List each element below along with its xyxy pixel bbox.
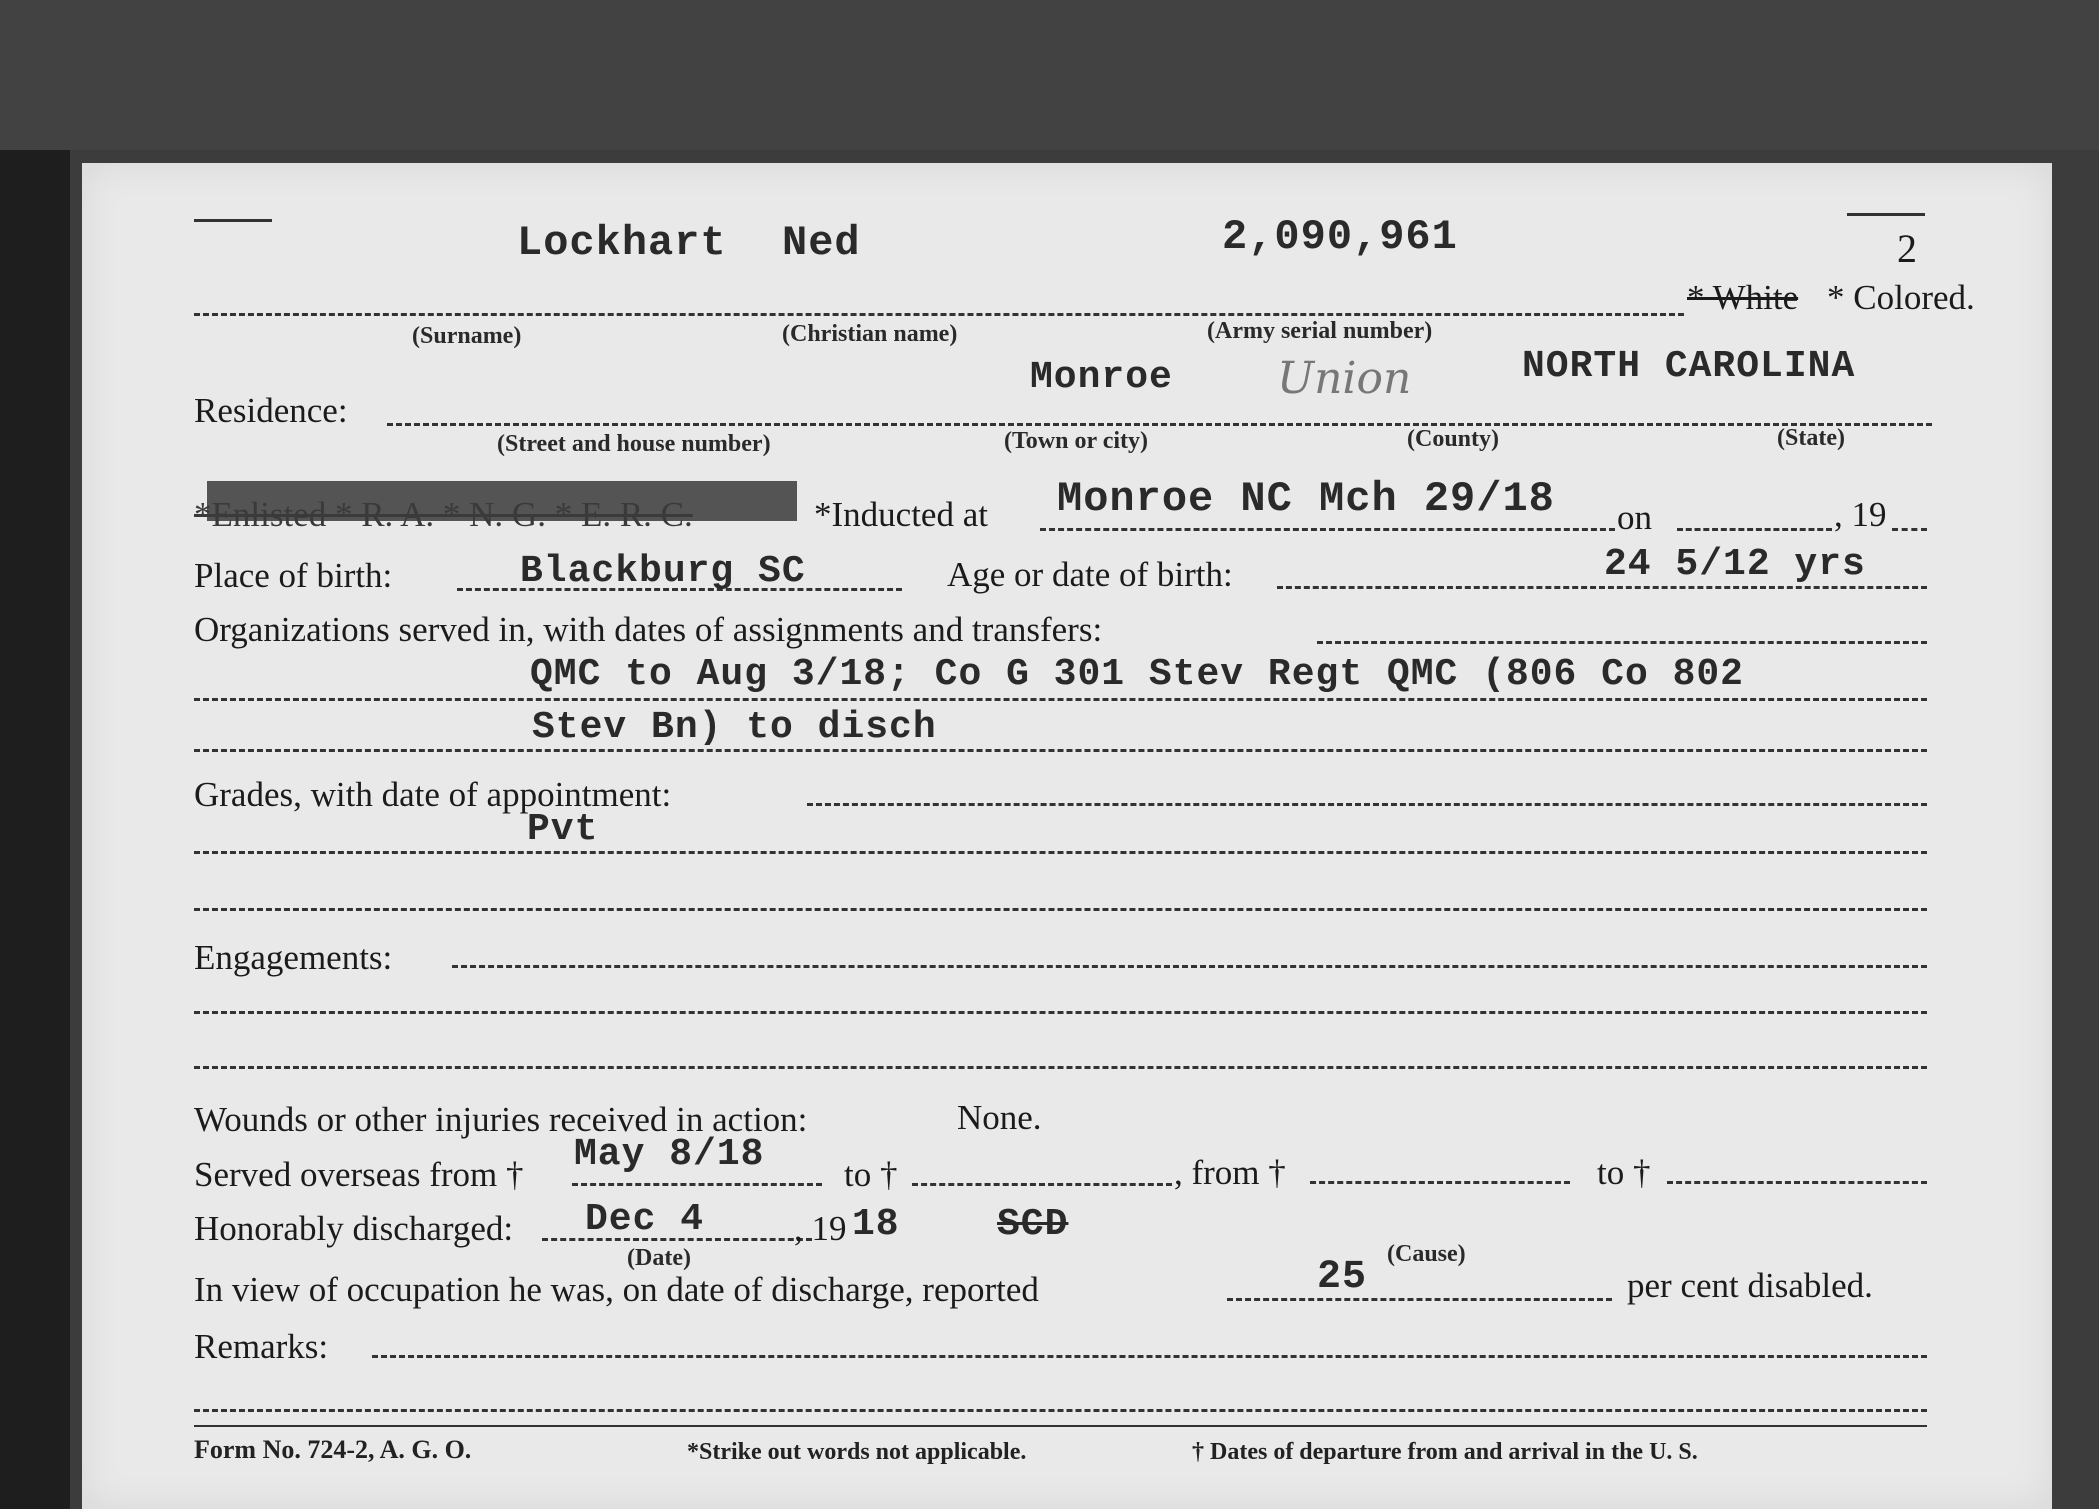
race-colored: * Colored. — [1827, 278, 1975, 317]
discharged-date-value: Dec 4 — [585, 1198, 705, 1241]
place-of-birth-value: Blackburg SC — [520, 550, 806, 593]
residence-county-value: Union — [1277, 353, 1412, 404]
age-label: Age or date of birth: — [947, 555, 1233, 594]
name-line — [194, 313, 1684, 316]
disabled-line — [1227, 1298, 1612, 1301]
overseas-to2-label: to † — [1597, 1153, 1651, 1192]
town-label: (Town or city) — [1004, 428, 1148, 454]
organizations-value-line2: Stev Bn) to disch — [532, 706, 937, 749]
overseas-to2-line — [1667, 1181, 1927, 1184]
residence-state-value: NORTH CAROLINA — [1522, 345, 1856, 388]
organizations-line-1 — [194, 698, 1927, 701]
discharged-cause-value: SCD — [997, 1203, 1069, 1246]
overseas-from-line — [572, 1183, 822, 1186]
residence-line — [387, 423, 1932, 426]
grades-line-2 — [194, 908, 1927, 911]
inducted-date-line — [1677, 528, 1832, 531]
inducted-year-line — [1892, 528, 1927, 531]
background-top — [0, 0, 2099, 150]
surname-label: (Surname) — [412, 323, 522, 349]
footer-strike-note: *Strike out words not applicable. — [687, 1439, 1027, 1465]
wounds-label: Wounds or other injuries received in action: — [194, 1100, 808, 1139]
date-label: (Date) — [627, 1245, 691, 1271]
card-number: 2 — [1897, 226, 1917, 271]
overseas-label: Served overseas from † — [194, 1155, 524, 1194]
cause-label: (Cause) — [1387, 1241, 1466, 1267]
disabled-percent-value: 25 — [1317, 1255, 1368, 1300]
engagements-line-1 — [194, 1011, 1927, 1014]
serial-number-value: 2,090,961 — [1222, 213, 1458, 261]
place-of-birth-label: Place of birth: — [194, 556, 393, 595]
christian-name-label: (Christian name) — [782, 321, 958, 347]
remarks-line-1 — [194, 1409, 1927, 1412]
inducted-year-prefix: , 19 — [1834, 495, 1887, 534]
grades-label: Grades, with date of appointment: — [194, 775, 672, 814]
organizations-line-2 — [194, 749, 1927, 752]
discharged-label: Honorably discharged: — [194, 1209, 514, 1248]
overseas-to-line — [912, 1183, 1172, 1186]
organizations-line-0 — [1317, 641, 1927, 644]
discharged-year-value: 18 — [852, 1203, 900, 1246]
remarks-label: Remarks: — [194, 1327, 329, 1366]
footer-rule — [194, 1425, 1927, 1427]
county-label: (County) — [1407, 426, 1500, 452]
overseas-from-value: May 8/18 — [574, 1133, 765, 1176]
age-line — [1277, 586, 1927, 589]
background-left — [0, 0, 70, 1509]
footer-dates-note: † Dates of departure from and arrival in the U. S. — [1192, 1439, 1698, 1465]
footer-form-number: Form No. 724-2, A. G. O. — [194, 1435, 472, 1464]
organizations-value-line1: QMC to Aug 3/18; Co G 301 Stev Regt QMC (806 Co 802 — [530, 653, 1744, 696]
grades-value: Pvt — [527, 808, 599, 851]
occupation-label: In view of occupation he was, on date of discharge, reported — [194, 1270, 1039, 1309]
serial-number-label: (Army serial number) — [1207, 318, 1433, 344]
remarks-line-0 — [372, 1355, 1927, 1358]
corner-mark-left — [194, 219, 272, 222]
overseas-to-label: to † — [844, 1155, 898, 1194]
race-white: * White — [1687, 278, 1799, 317]
christian-name-value: Ned — [782, 219, 861, 267]
overseas-from2-line — [1310, 1181, 1570, 1184]
service-record-card — [82, 163, 2052, 1509]
surname-value: Lockhart — [517, 219, 727, 267]
overseas-from2-label: , from † — [1174, 1153, 1286, 1192]
grades-line-1 — [194, 851, 1927, 854]
wounds-value: None. — [957, 1098, 1042, 1137]
street-label: (Street and house number) — [497, 431, 771, 457]
inducted-on-label: on — [1617, 498, 1652, 537]
engagements-line-2 — [194, 1066, 1927, 1069]
grades-line-0 — [807, 803, 1927, 806]
age-value: 24 5/12 yrs — [1604, 543, 1866, 586]
enlisted-options: *Enlisted * R. A. * N. G. * E. R. C. — [194, 495, 693, 534]
inducted-value: Monroe NC Mch 29/18 — [1057, 475, 1555, 523]
state-label: (State) — [1777, 425, 1845, 451]
disabled-suffix: per cent disabled. — [1627, 1266, 1873, 1305]
engagements-label: Engagements: — [194, 938, 393, 977]
corner-mark-right — [1847, 213, 1925, 216]
engagements-line-0 — [452, 965, 1927, 968]
inducted-line — [1040, 528, 1615, 531]
discharged-year-prefix: , 19 — [794, 1209, 847, 1248]
residence-town-value: Monroe — [1030, 356, 1173, 399]
residence-label: Residence: — [194, 391, 348, 430]
organizations-label: Organizations served in, with dates of assignments and transfers: — [194, 610, 1103, 649]
inducted-label: *Inducted at — [814, 495, 988, 534]
